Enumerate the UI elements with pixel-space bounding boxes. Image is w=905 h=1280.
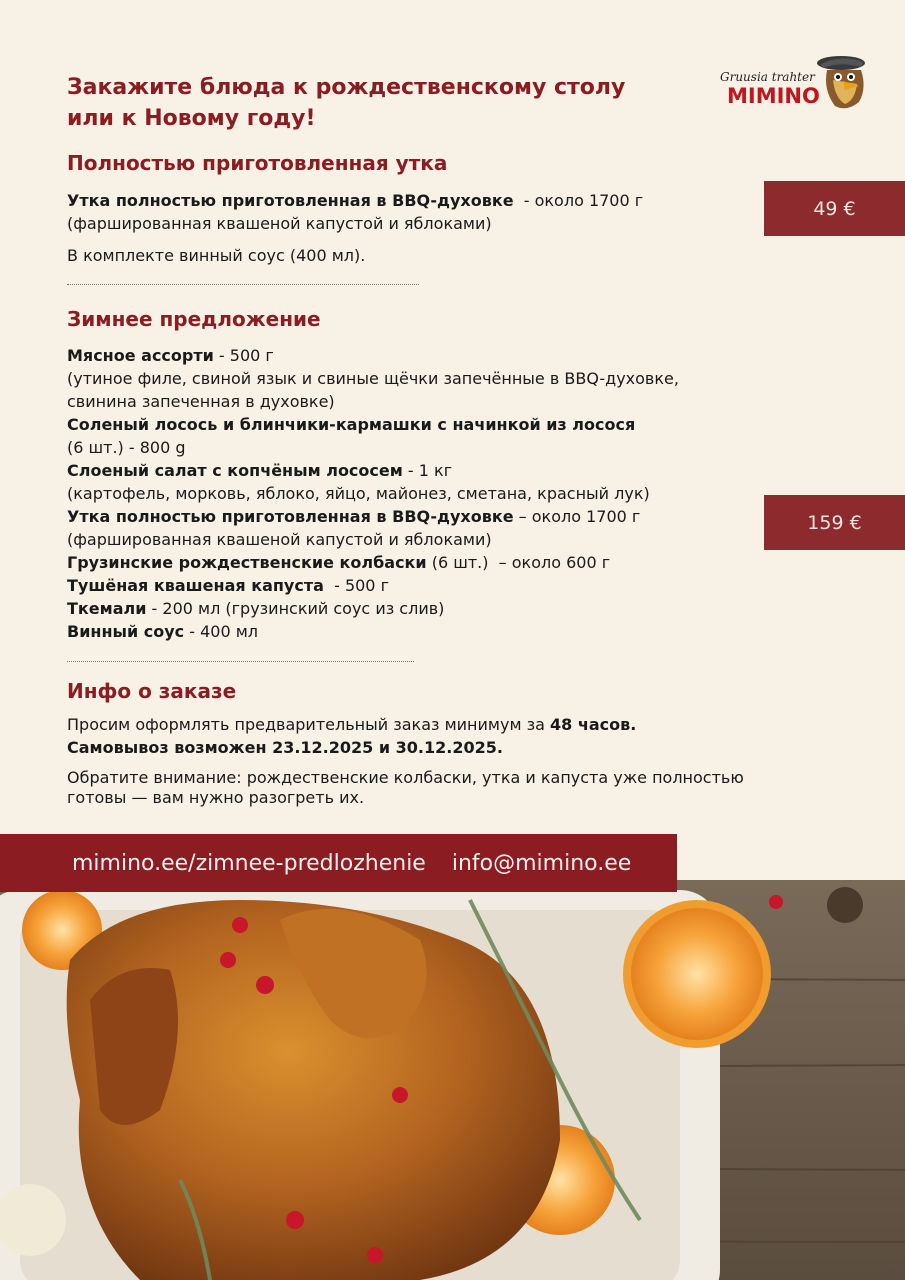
winter-price-badge: 159 € xyxy=(764,495,905,550)
duck-section-title: Полностью приготовленная утка xyxy=(67,151,448,175)
info-line-1-bold: 48 часов. xyxy=(550,715,637,734)
item-name: Соленый лосось и блинчики-кармашки с начинкой из лосося xyxy=(67,415,636,434)
item-detail: - 500 г xyxy=(213,346,274,365)
roasted-duck-photo xyxy=(0,880,905,1280)
item-name: Слоеный салат с копчёным лососем xyxy=(67,461,403,480)
list-item xyxy=(67,505,767,528)
item-name: Грузинские рождественские колбаски xyxy=(67,553,427,572)
info-line-1 xyxy=(67,713,767,736)
logo-name-text: MIMINO xyxy=(727,84,820,108)
list-item xyxy=(67,597,767,620)
page-title-line-1: Закажите блюда к рождественскому столу xyxy=(67,75,626,100)
duck-note: В комплекте винный соус (400 мл). xyxy=(67,246,366,265)
item-name: Мясное ассорти xyxy=(67,346,214,365)
bird-mascot-icon xyxy=(811,50,873,112)
info-line-2 xyxy=(67,736,767,759)
list-item xyxy=(67,574,767,597)
page-title xyxy=(67,72,687,134)
duck-item-line xyxy=(67,189,767,212)
item-detail: (6 шт.) – около 600 г xyxy=(426,553,611,572)
logo-script-text: Gruusia trahter xyxy=(720,70,815,84)
item-detail: - 200 мл (грузинский соус из слив) xyxy=(146,599,445,618)
list-item xyxy=(67,551,767,574)
info-line-1-text: Просим оформлять предварительный заказ минимум за xyxy=(67,715,551,734)
duck-item xyxy=(67,189,767,235)
list-item-desc: (утиное филе, свиной язык и свиные щёчки запечённые в BBQ-духовке, xyxy=(67,369,679,388)
duck-photo-illustration xyxy=(0,880,905,1280)
item-detail: - 500 г xyxy=(323,576,389,595)
winter-section-title: Зимнее предложение xyxy=(67,307,321,331)
info-note-line-1: Обратите внимание: рождественские колбаски, утка и капуста уже полностью xyxy=(67,768,744,787)
list-item-desc: свинина запеченная в духовке) xyxy=(67,392,335,411)
email-link[interactable]: info@mimino.ee xyxy=(451,850,632,876)
list-item xyxy=(67,459,767,482)
info-section-title: Инфо о заказе xyxy=(67,679,237,703)
info-note-line-2: готовы — вам нужно разогреть их. xyxy=(67,788,365,807)
divider xyxy=(67,661,414,662)
divider xyxy=(67,284,419,285)
item-name: Утка полностью приготовленная в BBQ-духовке xyxy=(67,507,514,526)
duck-item-desc: (фаршированная квашеной капустой и яблоками) xyxy=(67,214,492,233)
mimino-logo xyxy=(715,50,875,115)
duck-item-name: Утка полностью приготовленная в BBQ-духовке xyxy=(67,191,514,210)
list-item xyxy=(67,344,767,367)
info-note xyxy=(67,768,767,808)
duck-item-weight: - около 1700 г xyxy=(513,191,644,210)
item-detail: - 1 кг xyxy=(402,461,453,480)
item-detail: – около 1700 г xyxy=(513,507,641,526)
item-name: Винный соус xyxy=(67,622,185,641)
item-name: Тушёная квашеная капуста xyxy=(67,576,324,595)
item-name: Ткемали xyxy=(67,599,147,618)
website-link[interactable]: mimino.ee/zimnee-predlozhenie xyxy=(72,850,426,876)
list-item-desc: (картофель, морковь, яблоко, яйцо, майонез, сметана, красный лук) xyxy=(67,484,650,503)
item-detail: - 400 мл xyxy=(184,622,259,641)
pickup-dates: Самовывоз возможен 23.12.2025 и 30.12.2025. xyxy=(67,738,503,757)
list-item-desc: (6 шт.) - 800 g xyxy=(67,438,186,457)
footer-contact-bar xyxy=(0,834,677,892)
list-item xyxy=(67,620,767,643)
info-order-text xyxy=(67,713,767,759)
duck-price-badge: 49 € xyxy=(764,181,905,236)
list-item-desc: (фаршированная квашеной капустой и яблоками) xyxy=(67,530,492,549)
page-title-line-2: или к Новому году! xyxy=(67,106,316,131)
list-item xyxy=(67,413,767,436)
winter-items-list xyxy=(67,344,767,643)
